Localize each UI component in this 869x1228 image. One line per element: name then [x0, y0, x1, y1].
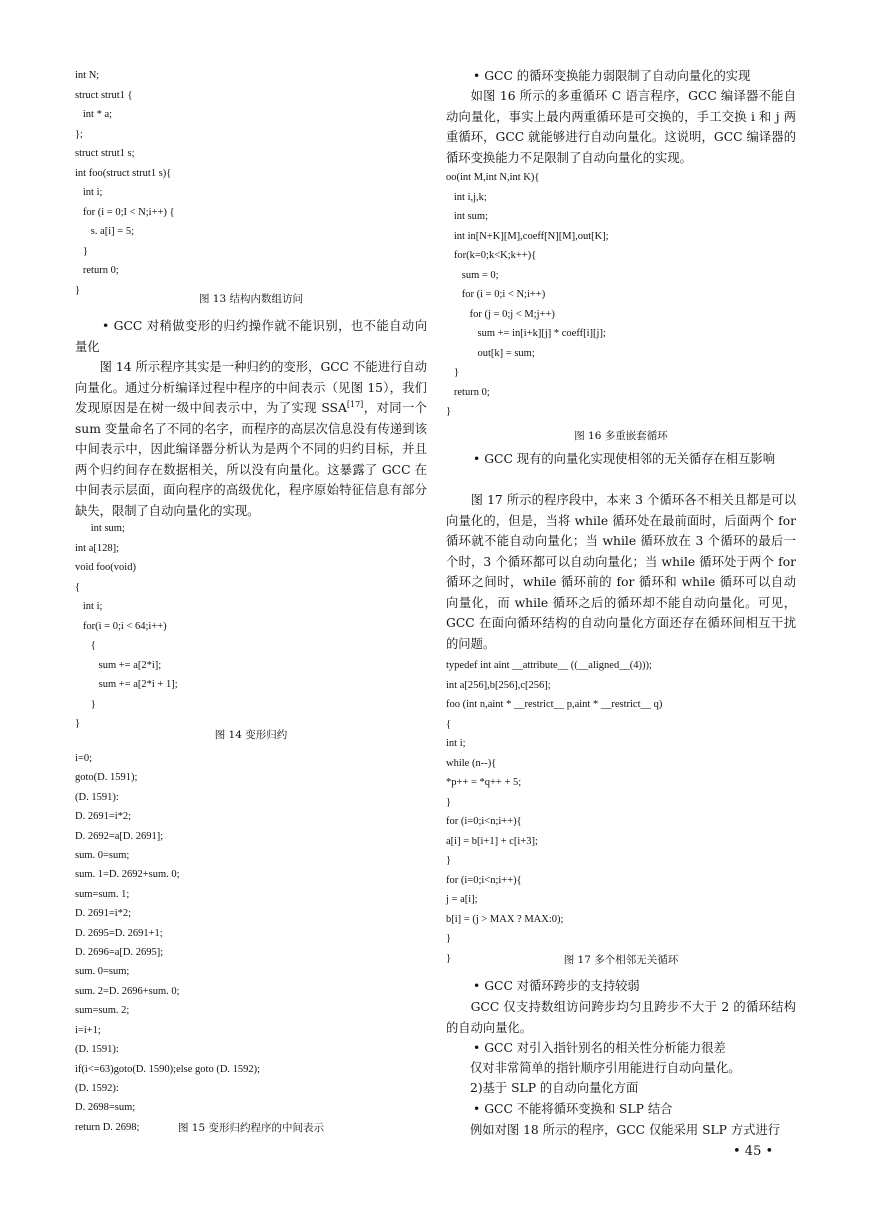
line-pointer-alias: 仅对非常简单的指针顺序引用能进行自动向量化。	[470, 1061, 741, 1075]
code-listing-fig13: int N; struct strut1 { int * a; }; struct strut1 s; int foo(struct strut1 s){ int i; for (i = 0;I < N;i++) { s. a[i] = 5; } return 0; }	[75, 70, 175, 296]
code-fig17-closing-brace: }	[446, 953, 452, 964]
figure-14-caption: 图 14 变形归约	[214, 729, 288, 741]
paragraph-fig16-explanation: 如图 16 所示的多重循环 C 语言程序，GCC 编译器不能自动向量化，事实上最内两重循环是可交换的，手工交换 i 和 j 两重循环，GCC 就能够进行自动向量化。这说明，GCC 编译器的循环变换能力不足限制了自动向量化的实现。	[446, 89, 796, 165]
bullet-pointer-alias: • GCC 对引入指针别名的相关性分析能力很差	[473, 1041, 726, 1055]
line-slp-example: 例如对图 18 所示的程序，GCC 仅能采用 SLP 方式进行	[470, 1123, 781, 1137]
figure-16-caption: 图 16 多重嵌套循环	[574, 430, 668, 442]
bullet-loop-transform: • GCC 的循环变换能力弱限制了自动向量化的实现	[473, 69, 751, 83]
paragraph-stride: GCC 仅支持数组访问跨步均匀且跨步不大于 2 的循环结构的自动向量化。	[446, 1000, 796, 1035]
page-number: • 45 •	[733, 1144, 774, 1159]
para-text-a: 图 14 所示程序其实是一种归约的变形，GCC 不能进行自动向量化。通过分析编译过程中程序的中间表示（见图 15），我们发现原因是在树一级中间表示中，为了实现 SSA	[75, 360, 427, 415]
bullet-reduction: • GCC 对稍做变形的归约操作就不能识别，也不能自动向量化	[75, 319, 427, 354]
figure-15-caption: 图 15 变形归约程序的中间表示	[177, 1122, 325, 1134]
citation-17: [17]	[346, 399, 364, 409]
code-listing-fig15: i=0; goto(D. 1591); (D. 1591): D. 2691=i*2; D. 2692=a[D. 2691]; sum. 0=sum; sum. 1=D. 2692+sum. 0; sum=sum. 1; D. 2691=i*2; D. 2695=D. 2691+1; D. 2696=a[D. 2695]; sum. 0=sum; sum. 2=D. 2696+sum. 0; sum=sum. 2; i=i+1; (D. 1591): if(i<=63)goto(D. 1590);else goto (D. 1592); (D. 1592): D. 2698=sum; return D. 2698;	[75, 753, 261, 1133]
paragraph-fig17-explanation: 图 17 所示的程序段中，本来 3 个循环各不相关且都是可以向量化的，但是，当将 while 循环处在最前面时，后面两个 for 循环就不能自动向量化；当 while 循环放在 3 个循环的最后一个时，3 个循环都可以自动向量化；当 while 循环处于两个 for 循环之间时，while 循环前的 for 循环和 while 循环可以自动向量化，而 while 循环之后的循环却不能自动向量化。可见，GCC 在面向循环结构的自动向量化方面还存在循环间相互干扰的问题。	[446, 493, 796, 651]
code-listing-fig17: typedef int aint __attribute__ ((__aligned__(4))); int a[256],b[256],c[256]; foo (int n,aint * __restrict__ p,aint * __restrict__ q) { int i; while (n--){ *p++ = *q++ + 5; } for (i=0;i<n;i++){ a[i] = b[i+1] + c[i+3]; } for (i=0;i<n;i++){ j = a[i]; b[i] = (j > MAX ? MAX:0); }	[446, 660, 663, 944]
code-listing-fig14: int sum; int a[128]; void foo(void) { int i; for(i = 0;i < 64;i++) { sum += a[2*i]; sum += a[2*i + 1]; } }	[75, 523, 178, 729]
paragraph-fig14-explanation	[75, 357, 427, 521]
bullet-stride: • GCC 对循环跨步的支持较弱	[473, 979, 640, 993]
bullet-slp: • GCC 不能将循环变换和 SLP 结合	[473, 1102, 673, 1116]
figure-13-caption: 图 13 结构内数组访问	[198, 293, 304, 305]
bullet-adjacent-loops: • GCC 现有的向量化实现使相邻的无关循存在相互影响	[473, 452, 775, 466]
para-text-b: ，对同一个 sum 变量命名了不同的名字，而程序的高层次信息没有传递到该中间表示中，因此编译器分析认为是两个不同的归约目标，并且两个归约间存在数据相关，所以没有向量化。这暴露了 GCC 在中间表示层面，面向程序的高级优化，程序原始特征信息有部分缺失，限制了自动向量化的实现。	[75, 401, 427, 518]
subsection-slp: 2)基于 SLP 的自动向量化方面	[470, 1081, 639, 1095]
figure-17-caption: 图 17 多个相邻无关循环	[563, 954, 679, 966]
code-listing-fig16: oo(int M,int N,int K){ int i,j,k; int sum; int in[N+K][M],coeff[N][M],out[K]; for(k=0;k<K;k++){ sum = 0; for (i = 0;i < N;i++) for (j = 0;j < M;j++) sum += in[i+k][j] * coeff[i][j]; out[k] = sum; } return 0; }	[446, 172, 609, 417]
